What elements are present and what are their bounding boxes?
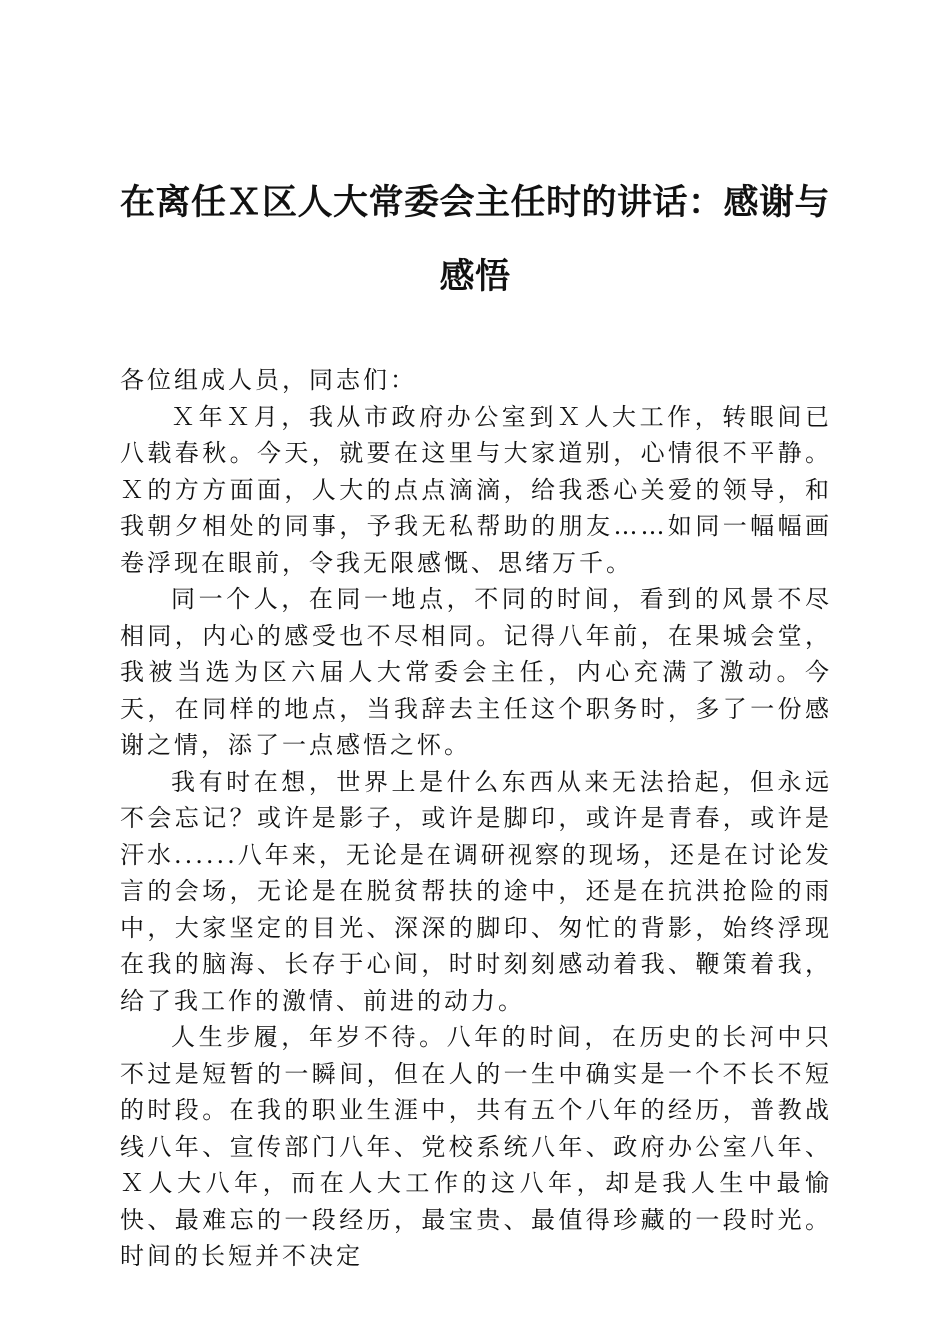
salutation: 各位组成人员，同志们： <box>120 366 417 394</box>
paragraph-1: Ｘ年Ｘ月，我从市政府办公室到Ｘ人大工作，转眼间已八载春秋。今天，就要在这里与大家道别，心情很不平静。Ｘ的方方面面，人大的点点滴滴，给我悉心关爱的领导，和我朝夕相处的同事，予我无私帮助的朋友……如同一幅幅画卷浮现在眼前，令我无限感慨、思绪万千。 <box>120 402 832 577</box>
document-title: 在离任Ｘ区人大常委会主任时的讲话：感谢与感悟 <box>120 182 831 297</box>
paragraph-3: 我有时在想，世界上是什么东西从来无法拾起，但永远不会忘记？或许是影子，或许是脚印，或许是青春，或许是汗水......八年来，无论是在调研视察的现场，还是在讨论发言的会场，无论是在脱贫帮扶的途中，还是在抗洪抢险的雨中，大家坚定的目光、深深的脚印、匆忙的背影，始终浮现在我的脑海、长存于心间，时时刻刻感动着我、鞭策着我，给了我工作的激情、前进的动力。 <box>120 767 832 1015</box>
paragraph-4: 人生步履，年岁不待。八年的时间，在历史的长河中只不过是短暂的一瞬间，但在人的一生中确实是一个不长不短的时段。在我的职业生涯中，共有五个八年的经历，普教战线八年、宣传部门八年、党校系统八年、政府办公室八年、Ｘ人大八年，而在人大工作的这八年，却是我人生中最愉快、最难忘的一段经历，最宝贵、最值得珍藏的一段时光。时间的长短并不决定 <box>120 1023 832 1270</box>
document-body <box>120 362 832 1275</box>
paragraph-2: 同一个人，在同一地点，不同的时间，看到的风景不尽相同，内心的感受也不尽相同。记得八年前，在果城会堂，我被当选为区六届人大常委会主任，内心充满了激动。今天，在同样的地点，当我辞去主任这个职务时，多了一份感谢之情，添了一点感悟之怀。 <box>120 585 832 759</box>
